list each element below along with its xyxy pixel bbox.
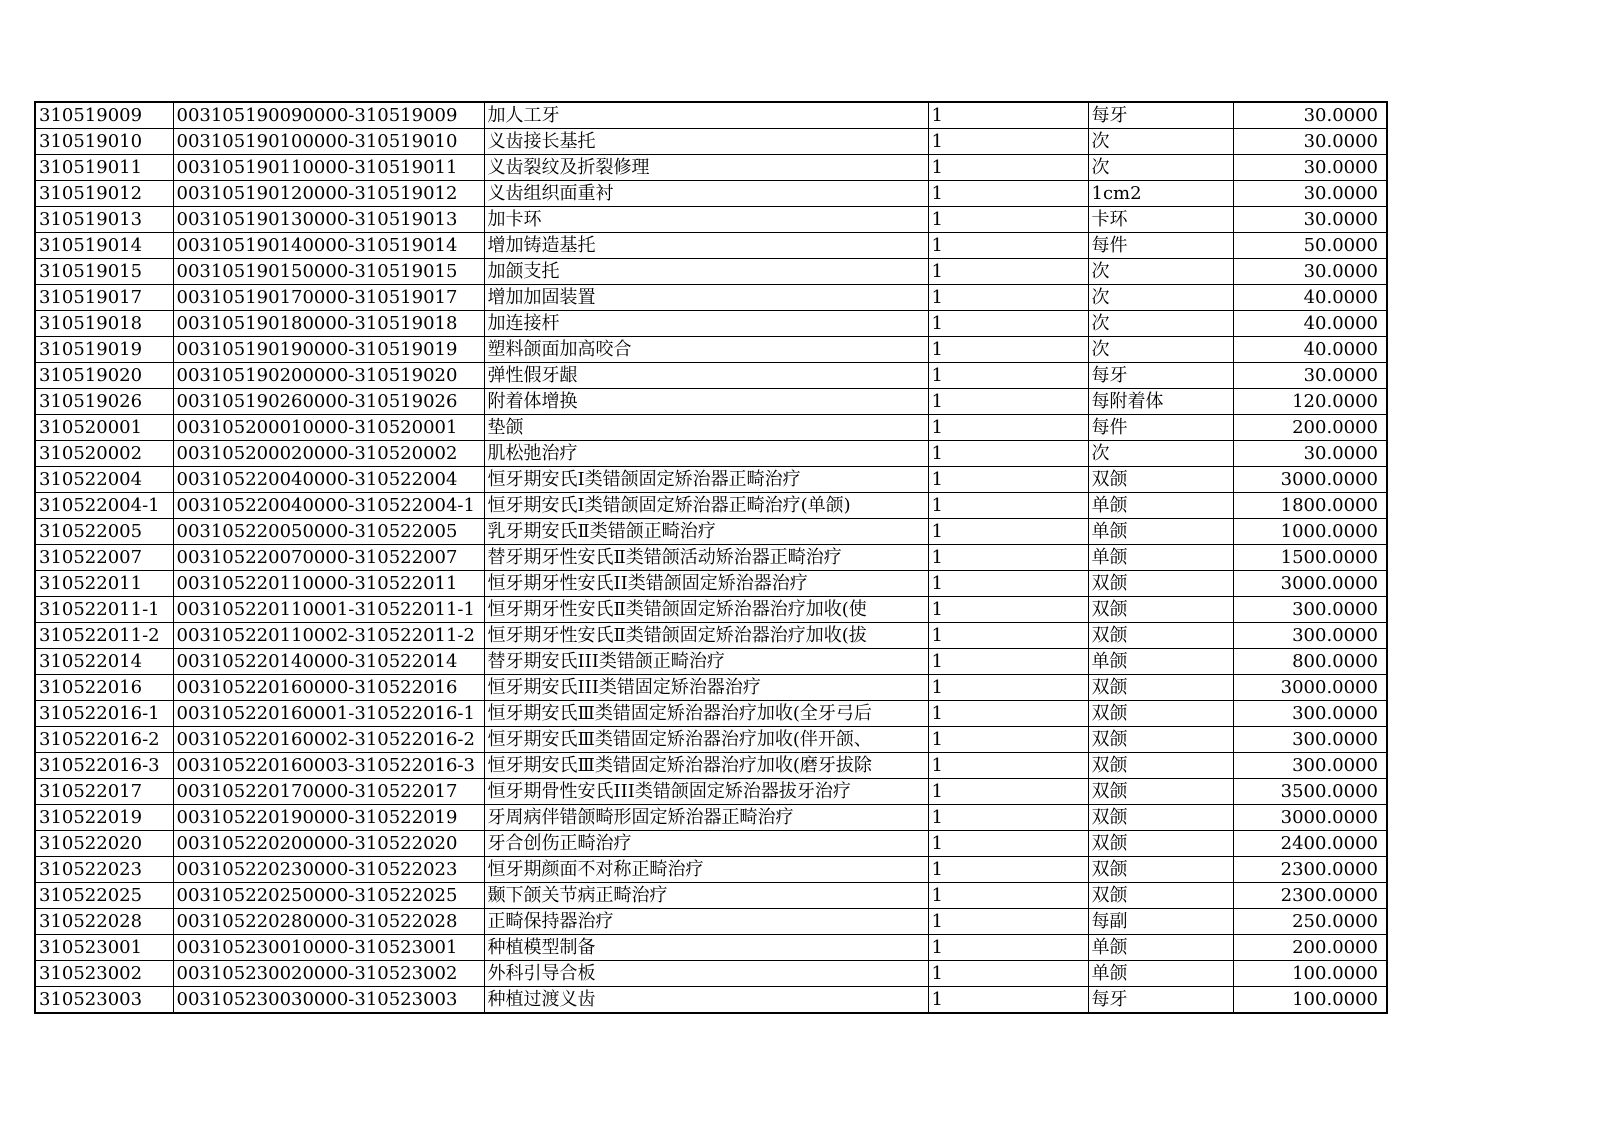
price-cell: 30.0000 [1233, 363, 1387, 389]
table-row [35, 363, 1387, 389]
item-code-cell: 310520001 [35, 415, 173, 441]
item-name-cell: 恒牙期安氏Ⅲ类错固定矫治器治疗加收(伴开颌、 [484, 727, 928, 753]
table-row [35, 545, 1387, 571]
full-code-cell: 003105230030000-310523003 [173, 987, 484, 1014]
table-row [35, 727, 1387, 753]
quantity-cell: 1 [928, 545, 1088, 571]
full-code-cell: 003105220160002-310522016-2 [173, 727, 484, 753]
item-code-cell: 310519018 [35, 311, 173, 337]
item-name-cell: 肌松弛治疗 [484, 441, 928, 467]
item-name-cell: 弹性假牙龈 [484, 363, 928, 389]
quantity-cell: 1 [928, 285, 1088, 311]
full-code-cell: 003105220040000-310522004 [173, 467, 484, 493]
full-code-cell: 003105220160001-310522016-1 [173, 701, 484, 727]
item-name-cell: 恒牙期颜面不对称正畸治疗 [484, 857, 928, 883]
item-name-cell: 附着体增换 [484, 389, 928, 415]
item-code-cell: 310522011 [35, 571, 173, 597]
price-cell: 300.0000 [1233, 701, 1387, 727]
unit-cell: 单颌 [1088, 649, 1233, 675]
item-code-cell: 310519009 [35, 102, 173, 129]
full-code-cell: 003105190170000-310519017 [173, 285, 484, 311]
item-code-cell: 310522028 [35, 909, 173, 935]
table-row [35, 102, 1387, 129]
item-code-cell: 310522016 [35, 675, 173, 701]
price-cell: 30.0000 [1233, 207, 1387, 233]
table-row [35, 493, 1387, 519]
price-cell: 200.0000 [1233, 415, 1387, 441]
full-code-cell: 003105220230000-310522023 [173, 857, 484, 883]
item-name-cell: 加连接杆 [484, 311, 928, 337]
quantity-cell: 1 [928, 155, 1088, 181]
full-code-cell: 003105220110001-310522011-1 [173, 597, 484, 623]
price-cell: 30.0000 [1233, 441, 1387, 467]
unit-cell: 单颌 [1088, 519, 1233, 545]
unit-cell: 双颌 [1088, 675, 1233, 701]
price-cell: 30.0000 [1233, 102, 1387, 129]
quantity-cell: 1 [928, 389, 1088, 415]
price-cell: 300.0000 [1233, 727, 1387, 753]
full-code-cell: 003105220280000-310522028 [173, 909, 484, 935]
price-cell: 3000.0000 [1233, 571, 1387, 597]
item-code-cell: 310523002 [35, 961, 173, 987]
item-code-cell: 310522007 [35, 545, 173, 571]
item-name-cell: 增加加固装置 [484, 285, 928, 311]
item-code-cell: 310522016-3 [35, 753, 173, 779]
quantity-cell: 1 [928, 441, 1088, 467]
full-code-cell: 003105190260000-310519026 [173, 389, 484, 415]
unit-cell: 1cm2 [1088, 181, 1233, 207]
table-row [35, 805, 1387, 831]
quantity-cell: 1 [928, 129, 1088, 155]
item-name-cell: 正畸保持器治疗 [484, 909, 928, 935]
price-cell: 40.0000 [1233, 311, 1387, 337]
unit-cell: 每牙 [1088, 987, 1233, 1014]
item-name-cell: 增加铸造基托 [484, 233, 928, 259]
quantity-cell: 1 [928, 493, 1088, 519]
unit-cell: 双颌 [1088, 571, 1233, 597]
price-cell: 300.0000 [1233, 623, 1387, 649]
price-cell: 200.0000 [1233, 935, 1387, 961]
full-code-cell: 003105220040000-310522004-1 [173, 493, 484, 519]
quantity-cell: 1 [928, 623, 1088, 649]
table-row [35, 233, 1387, 259]
item-name-cell: 义齿接长基托 [484, 129, 928, 155]
unit-cell: 每牙 [1088, 363, 1233, 389]
item-code-cell: 310522011-1 [35, 597, 173, 623]
item-name-cell: 种植模型制备 [484, 935, 928, 961]
price-cell: 120.0000 [1233, 389, 1387, 415]
item-code-cell: 310519026 [35, 389, 173, 415]
unit-cell: 单颌 [1088, 545, 1233, 571]
item-code-cell: 310519019 [35, 337, 173, 363]
unit-cell: 双颌 [1088, 779, 1233, 805]
unit-cell: 每副 [1088, 909, 1233, 935]
quantity-cell: 1 [928, 597, 1088, 623]
table-row [35, 181, 1387, 207]
item-name-cell: 恒牙期安氏Ⅲ类错固定矫治器治疗加收(全牙弓后 [484, 701, 928, 727]
item-name-cell: 恒牙期骨性安氏III类错颌固定矫治器拔牙治疗 [484, 779, 928, 805]
price-cell: 800.0000 [1233, 649, 1387, 675]
price-cell: 300.0000 [1233, 753, 1387, 779]
item-name-cell: 恒牙期牙性安氏II类错颌固定矫治器治疗 [484, 571, 928, 597]
unit-cell: 双颌 [1088, 597, 1233, 623]
item-name-cell: 替牙期安氏III类错颌正畸治疗 [484, 649, 928, 675]
full-code-cell: 003105190180000-310519018 [173, 311, 484, 337]
table-row [35, 779, 1387, 805]
table-row [35, 987, 1387, 1014]
unit-cell: 双颌 [1088, 831, 1233, 857]
quantity-cell: 1 [928, 181, 1088, 207]
quantity-cell: 1 [928, 753, 1088, 779]
item-code-cell: 310520002 [35, 441, 173, 467]
unit-cell: 双颌 [1088, 805, 1233, 831]
table-row [35, 337, 1387, 363]
table-row [35, 675, 1387, 701]
quantity-cell: 1 [928, 909, 1088, 935]
table-row [35, 259, 1387, 285]
unit-cell: 双颌 [1088, 727, 1233, 753]
item-code-cell: 310522025 [35, 883, 173, 909]
unit-cell: 次 [1088, 441, 1233, 467]
full-code-cell: 003105220200000-310522020 [173, 831, 484, 857]
item-name-cell: 牙合创伤正畸治疗 [484, 831, 928, 857]
item-name-cell: 义齿组织面重衬 [484, 181, 928, 207]
price-cell: 40.0000 [1233, 337, 1387, 363]
price-cell: 3000.0000 [1233, 805, 1387, 831]
item-code-cell: 310519020 [35, 363, 173, 389]
quantity-cell: 1 [928, 259, 1088, 285]
table-row [35, 597, 1387, 623]
full-code-cell: 003105220110000-310522011 [173, 571, 484, 597]
full-code-cell: 003105190190000-310519019 [173, 337, 484, 363]
item-name-cell: 恒牙期安氏Ⅲ类错固定矫治器治疗加收(磨牙拔除 [484, 753, 928, 779]
unit-cell: 双颌 [1088, 857, 1233, 883]
price-cell: 30.0000 [1233, 259, 1387, 285]
item-name-cell: 恒牙期牙性安氏Ⅱ类错颌固定矫治器治疗加收(拔 [484, 623, 928, 649]
unit-cell: 每附着体 [1088, 389, 1233, 415]
full-code-cell: 003105190110000-310519011 [173, 155, 484, 181]
item-code-cell: 310523003 [35, 987, 173, 1014]
full-code-cell: 003105190150000-310519015 [173, 259, 484, 285]
quantity-cell: 1 [928, 961, 1088, 987]
table-row [35, 883, 1387, 909]
item-code-cell: 310522019 [35, 805, 173, 831]
quantity-cell: 1 [928, 727, 1088, 753]
price-cell: 100.0000 [1233, 961, 1387, 987]
unit-cell: 每牙 [1088, 102, 1233, 129]
quantity-cell: 1 [928, 363, 1088, 389]
item-name-cell: 乳牙期安氏Ⅱ类错颌正畸治疗 [484, 519, 928, 545]
item-name-cell: 加卡环 [484, 207, 928, 233]
item-name-cell: 替牙期牙性安氏Ⅱ类错颌活动矫治器正畸治疗 [484, 545, 928, 571]
table-row [35, 519, 1387, 545]
table-row [35, 623, 1387, 649]
full-code-cell: 003105220190000-310522019 [173, 805, 484, 831]
unit-cell: 双颌 [1088, 701, 1233, 727]
unit-cell: 双颌 [1088, 753, 1233, 779]
item-code-cell: 310522014 [35, 649, 173, 675]
table-row [35, 571, 1387, 597]
item-name-cell: 外科引导合板 [484, 961, 928, 987]
item-code-cell: 310519013 [35, 207, 173, 233]
unit-cell: 每件 [1088, 233, 1233, 259]
price-cell: 2300.0000 [1233, 857, 1387, 883]
quantity-cell: 1 [928, 467, 1088, 493]
quantity-cell: 1 [928, 415, 1088, 441]
quantity-cell: 1 [928, 207, 1088, 233]
table-row [35, 389, 1387, 415]
table-row [35, 649, 1387, 675]
item-code-cell: 310522017 [35, 779, 173, 805]
table-row [35, 831, 1387, 857]
unit-cell: 双颌 [1088, 467, 1233, 493]
full-code-cell: 003105190130000-310519013 [173, 207, 484, 233]
price-cell: 3000.0000 [1233, 467, 1387, 493]
price-cell: 30.0000 [1233, 181, 1387, 207]
item-name-cell: 恒牙期安氏I类错颌固定矫治器正畸治疗 [484, 467, 928, 493]
unit-cell: 单颌 [1088, 961, 1233, 987]
full-code-cell: 003105190100000-310519010 [173, 129, 484, 155]
quantity-cell: 1 [928, 831, 1088, 857]
unit-cell: 次 [1088, 155, 1233, 181]
price-table-body [35, 102, 1387, 1013]
item-name-cell: 垫颌 [484, 415, 928, 441]
price-cell: 40.0000 [1233, 285, 1387, 311]
unit-cell: 卡环 [1088, 207, 1233, 233]
quantity-cell: 1 [928, 233, 1088, 259]
full-code-cell: 003105220070000-310522007 [173, 545, 484, 571]
price-cell: 300.0000 [1233, 597, 1387, 623]
price-cell: 250.0000 [1233, 909, 1387, 935]
full-code-cell: 003105220160003-310522016-3 [173, 753, 484, 779]
table-row [35, 909, 1387, 935]
price-cell: 50.0000 [1233, 233, 1387, 259]
quantity-cell: 1 [928, 102, 1088, 129]
item-code-cell: 310519012 [35, 181, 173, 207]
item-code-cell: 310522016-1 [35, 701, 173, 727]
quantity-cell: 1 [928, 519, 1088, 545]
item-name-cell: 种植过渡义齿 [484, 987, 928, 1014]
item-name-cell: 塑料颌面加高咬合 [484, 337, 928, 363]
table-row [35, 857, 1387, 883]
item-code-cell: 310522004-1 [35, 493, 173, 519]
full-code-cell: 003105220140000-310522014 [173, 649, 484, 675]
unit-cell: 次 [1088, 311, 1233, 337]
quantity-cell: 1 [928, 675, 1088, 701]
price-cell: 30.0000 [1233, 155, 1387, 181]
price-cell: 1800.0000 [1233, 493, 1387, 519]
price-cell: 100.0000 [1233, 987, 1387, 1014]
item-code-cell: 310519014 [35, 233, 173, 259]
price-cell: 3500.0000 [1233, 779, 1387, 805]
price-cell: 2300.0000 [1233, 883, 1387, 909]
item-code-cell: 310523001 [35, 935, 173, 961]
full-code-cell: 003105220170000-310522017 [173, 779, 484, 805]
item-code-cell: 310522005 [35, 519, 173, 545]
price-cell: 2400.0000 [1233, 831, 1387, 857]
quantity-cell: 1 [928, 987, 1088, 1014]
table-row [35, 129, 1387, 155]
quantity-cell: 1 [928, 883, 1088, 909]
unit-cell: 单颌 [1088, 493, 1233, 519]
price-cell: 1000.0000 [1233, 519, 1387, 545]
item-code-cell: 310522011-2 [35, 623, 173, 649]
item-name-cell: 颞下颌关节病正畸治疗 [484, 883, 928, 909]
unit-cell: 次 [1088, 337, 1233, 363]
table-row [35, 441, 1387, 467]
table-row [35, 207, 1387, 233]
table-row [35, 311, 1387, 337]
quantity-cell: 1 [928, 311, 1088, 337]
unit-cell: 双颌 [1088, 623, 1233, 649]
table-row [35, 155, 1387, 181]
unit-cell: 双颌 [1088, 883, 1233, 909]
item-name-cell: 恒牙期安氏I类错颌固定矫治器正畸治疗(单颌) [484, 493, 928, 519]
item-code-cell: 310519017 [35, 285, 173, 311]
table-row [35, 961, 1387, 987]
full-code-cell: 003105190200000-310519020 [173, 363, 484, 389]
table-row [35, 415, 1387, 441]
item-code-cell: 310519010 [35, 129, 173, 155]
table-row [35, 285, 1387, 311]
quantity-cell: 1 [928, 779, 1088, 805]
full-code-cell: 003105190090000-310519009 [173, 102, 484, 129]
item-name-cell: 牙周病伴错颌畸形固定矫治器正畸治疗 [484, 805, 928, 831]
full-code-cell: 003105220250000-310522025 [173, 883, 484, 909]
unit-cell: 单颌 [1088, 935, 1233, 961]
full-code-cell: 003105200010000-310520001 [173, 415, 484, 441]
full-code-cell: 003105200020000-310520002 [173, 441, 484, 467]
item-name-cell: 加颌支托 [484, 259, 928, 285]
quantity-cell: 1 [928, 571, 1088, 597]
full-code-cell: 003105190140000-310519014 [173, 233, 484, 259]
unit-cell: 次 [1088, 129, 1233, 155]
full-code-cell: 003105220050000-310522005 [173, 519, 484, 545]
unit-cell: 次 [1088, 259, 1233, 285]
table-row [35, 467, 1387, 493]
table-row [35, 753, 1387, 779]
price-cell: 3000.0000 [1233, 675, 1387, 701]
item-code-cell: 310519011 [35, 155, 173, 181]
unit-cell: 次 [1088, 285, 1233, 311]
price-table [34, 101, 1388, 1014]
item-name-cell: 加人工牙 [484, 102, 928, 129]
price-cell: 30.0000 [1233, 129, 1387, 155]
quantity-cell: 1 [928, 701, 1088, 727]
quantity-cell: 1 [928, 805, 1088, 831]
full-code-cell: 003105230020000-310523002 [173, 961, 484, 987]
table-row [35, 701, 1387, 727]
price-cell: 1500.0000 [1233, 545, 1387, 571]
quantity-cell: 1 [928, 337, 1088, 363]
quantity-cell: 1 [928, 857, 1088, 883]
full-code-cell: 003105190120000-310519012 [173, 181, 484, 207]
unit-cell: 每件 [1088, 415, 1233, 441]
full-code-cell: 003105230010000-310523001 [173, 935, 484, 961]
item-code-cell: 310522004 [35, 467, 173, 493]
quantity-cell: 1 [928, 649, 1088, 675]
item-code-cell: 310522023 [35, 857, 173, 883]
item-code-cell: 310519015 [35, 259, 173, 285]
full-code-cell: 003105220160000-310522016 [173, 675, 484, 701]
item-name-cell: 恒牙期安氏III类错固定矫治器治疗 [484, 675, 928, 701]
item-name-cell: 恒牙期牙性安氏Ⅱ类错颌固定矫治器治疗加收(使 [484, 597, 928, 623]
item-code-cell: 310522020 [35, 831, 173, 857]
item-name-cell: 义齿裂纹及折裂修理 [484, 155, 928, 181]
full-code-cell: 003105220110002-310522011-2 [173, 623, 484, 649]
quantity-cell: 1 [928, 935, 1088, 961]
table-row [35, 935, 1387, 961]
item-code-cell: 310522016-2 [35, 727, 173, 753]
